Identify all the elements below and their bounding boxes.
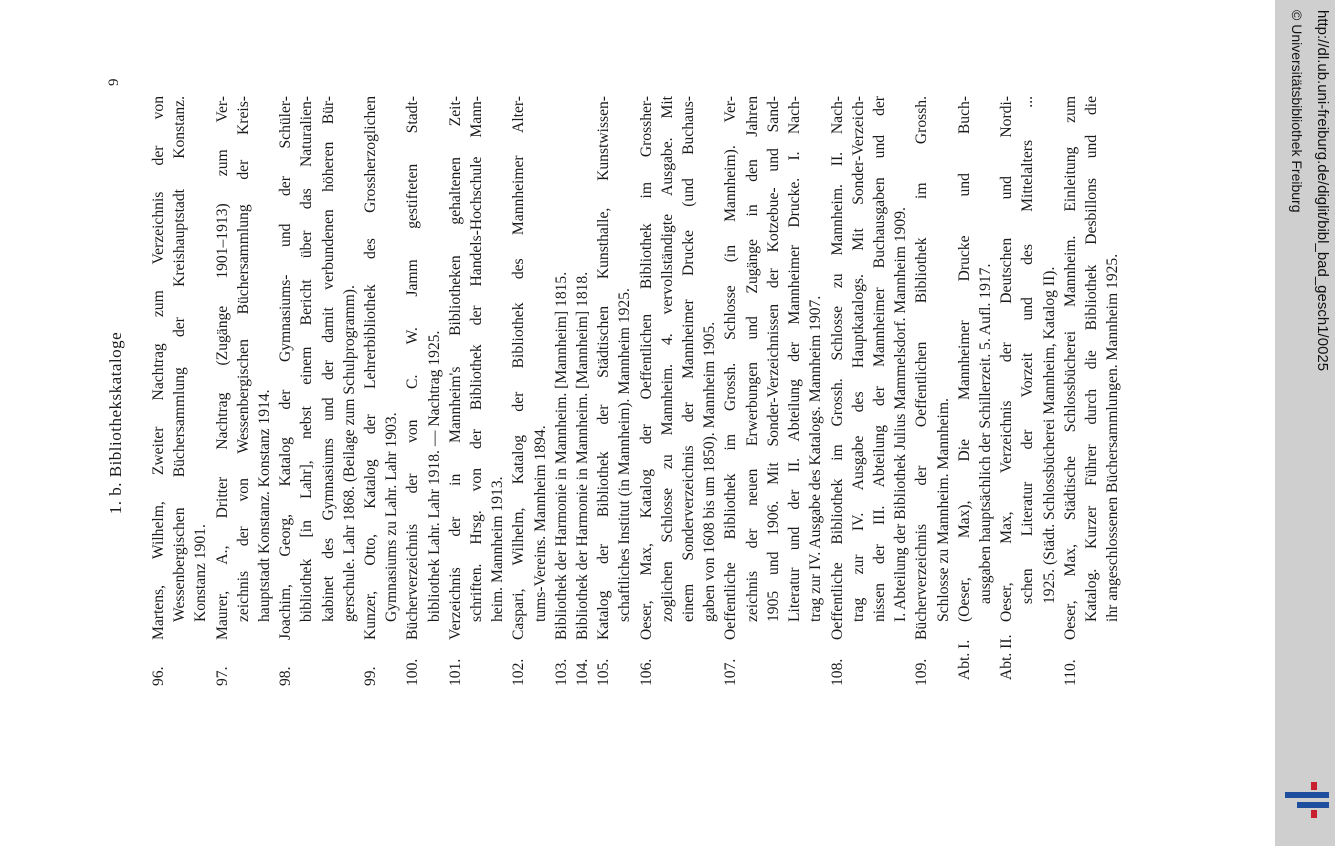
- entry-text-line: Bibliothek der Harmonie in Mannheim. [Mannheim] 1815.: [552, 271, 570, 640]
- entry-text-line: Konstanz 1901.: [192, 524, 210, 622]
- entry-text-line: bibliothek [in Lahr], nebst einem Bericht über das Naturalien-: [298, 96, 316, 622]
- entry-text-line: Oeser, Max, Städtische Schlossbücherei Mannheim. Einleitung zum: [1061, 96, 1079, 640]
- entry-text-line: Oeser, Max, Katalog der Oeffentlichen Bibliothek im Grossher-: [637, 96, 655, 640]
- entry-number: 103.: [552, 658, 570, 686]
- entry-text-line: schriften. Hrsg. von der Bibliothek der Handels-Hochschule Mann-: [468, 96, 486, 622]
- entry-text-line: kabinet des Gymnasiums und der damit verbundenen höheren Bür-: [319, 96, 337, 622]
- source-strip-text: [1275, 0, 1335, 846]
- entry-text-line: gaben von 1608 bis um 1850). Mannheim 1905.: [701, 321, 719, 622]
- entry-text-line: Caspari, Wilhelm, Katalog der Bibliothek des Mannheimer Alter-: [510, 96, 528, 640]
- entry-text-line: zoglichen Schlosse zu Mannheim. 4. vervollständigte Ausgabe. Mit: [658, 96, 676, 622]
- entry-number: 100.: [404, 658, 422, 686]
- catalog-entry: [911, 96, 953, 686]
- entry-number: 96.: [150, 666, 167, 686]
- page-number: 9: [106, 78, 122, 86]
- entry-text-line: hauptstadt Konstanz. Konstanz 1914.: [256, 389, 274, 622]
- source-url[interactable]: http://dl.ub.uni-freiburg.de/diglit/bibl_bad_gesch1/0025: [1314, 10, 1331, 372]
- catalog-entry: [1060, 96, 1124, 686]
- catalog-entry: [827, 96, 912, 686]
- catalog-entry: [551, 96, 572, 686]
- catalog-entry: [148, 96, 212, 686]
- catalog-entry: [445, 96, 509, 686]
- entry-text-line: Joachim, Georg, Katalog der Gymnasiums- und der Schüler-: [277, 96, 295, 640]
- entry-number: 108.: [828, 658, 846, 686]
- entry-text-line: Verzeichnis der in Mannheim's Bibliotheken gehaltenen Zeit-: [446, 96, 464, 640]
- entry-text-line: Bücherverzeichnis der von C. W. Jamm gestifteten Stadt-: [404, 96, 422, 640]
- entry-number: 104.: [574, 658, 592, 686]
- catalog-entry: [593, 96, 635, 686]
- entry-number: 101.: [446, 658, 464, 686]
- sub-entry-label: Abt. II.: [998, 634, 1016, 680]
- entry-number: 105.: [595, 658, 613, 686]
- entry-text-line: Maurer, A., Dritter Nachtrag (Zugänge 1901–1913) zum Ver-: [213, 96, 231, 640]
- entry-text-line: zeichnis der von Wessenbergischen Büchersammlung der Kreis-: [234, 96, 252, 622]
- entry-number: 107.: [722, 658, 740, 686]
- entry-text-line: 1905 und 1906. Mit Sonder-Verzeichnissen der Kotzebue- und Sand-: [764, 96, 782, 622]
- entry-text-line: (Oeser, Max), Die Mannheimer Drucke und Buch-: [955, 96, 973, 622]
- catalog-entry-list: [148, 96, 1123, 686]
- entry-text-line: trag zur IV. Ausgabe des Hauptkatalogs. Mit Sonder-Verzeich-: [849, 96, 867, 622]
- entry-text-line: Literatur und der II. Abteilung der Mannheimer Drucke. I. Nach-: [786, 96, 804, 622]
- entry-text-line: I. Abteilung der Bibliothek Julius Mammelsdorf. Mannheim 1909.: [892, 207, 910, 622]
- entry-number: 109.: [913, 658, 931, 686]
- entry-text-line: Bibliothek der Harmonie in Mannheim. [Mannheim] 1818.: [574, 271, 592, 640]
- entry-text-line: Oeffentliche Bibliothek im Grossh. Schlosse zu Mannheim. II. Nach-: [828, 96, 846, 640]
- entry-text-line: trag zur IV. Ausgabe des Katalogs. Mannheim 1907.: [807, 295, 825, 622]
- entry-text-line: Oeser, Max, Verzeichnis der Deutschen und Nordi-: [998, 96, 1016, 622]
- entry-text-line: heim. Mannheim 1913.: [489, 476, 507, 622]
- entry-number: 99.: [362, 666, 380, 686]
- catalog-entry: [954, 96, 996, 686]
- entry-text-line: Katalog der Bibliothek der Städtischen Kunsthalle, Kunstwissen-: [595, 96, 613, 640]
- entry-text-line: Kunzer, Otto, Katalog der Lehrerbibliothek des Grossherzoglichen: [362, 96, 380, 640]
- entry-text-line: Schlosse zu Mannheim. Mannheim.: [934, 398, 952, 622]
- entry-number: 106.: [637, 658, 655, 686]
- entry-text-line: Gymnasiums zu Lahr. Lahr 1903.: [383, 412, 401, 622]
- running-header: [104, 0, 134, 846]
- entry-number: 97.: [213, 666, 231, 686]
- entry-number: 110.: [1061, 659, 1079, 686]
- entry-text-line: schaftliches Institut (in Mannheim). Mannheim 1925.: [616, 288, 634, 622]
- entry-text-line: ihr angeschlossenen Büchersammlungen. Mannheim 1925.: [1104, 253, 1122, 622]
- catalog-entry: [720, 96, 826, 686]
- entry-text-line: nissen der III. Abteilung der Mannheimer Buchausgaben und der: [870, 96, 888, 622]
- catalog-entry: [360, 96, 402, 686]
- catalog-entry: [572, 96, 593, 686]
- entry-number: 102.: [510, 658, 528, 686]
- catalog-entry: [996, 96, 1060, 686]
- entry-text-line: einem Sonderverzeichnis der Mannheimer Drucke (und Buchaus-: [680, 96, 698, 622]
- entry-text-line: tums-Vereins. Mannheim 1894.: [531, 425, 549, 622]
- entry-text-line: 1925. (Städt. Schlossbücherei Mannheim, Katalog II).: [1040, 266, 1058, 604]
- section-title: 1. b. Bibliothekskataloge: [106, 331, 125, 515]
- entry-text-line: bibliothek Lahr. Lahr 1918. — Nachtrag 1925.: [425, 330, 443, 622]
- catalog-entry: [402, 96, 444, 686]
- entry-text-line: Bücherverzeichnis der Oeffentlichen Bibliothek im Grossh.: [913, 96, 931, 640]
- entry-text-line: schen Literatur der Vorzeit und des Mittelalters ...: [1019, 96, 1037, 604]
- catalog-entry: [636, 96, 721, 686]
- library-logo-icon: [1283, 778, 1331, 822]
- source-strip: [1275, 0, 1335, 846]
- entry-text-line: Katalog. Kurzer Führer durch die Bibliothek Desbillons und die: [1082, 96, 1100, 622]
- entry-text-line: Martens, Wilhelm, Zweiter Nachtrag zum Verzeichnis der von: [150, 96, 167, 640]
- entry-number: 98.: [277, 666, 295, 686]
- catalog-entry: [508, 96, 550, 686]
- entry-text-line: gerschule. Lahr 1868. (Beilage zum Schulprogramm).: [340, 285, 358, 622]
- entry-text-line: Oeffentliche Bibliothek im Grossh. Schlosse (in Mannheim). Ver-: [722, 96, 740, 640]
- copyright-notice: © Universitätsbibliothek Freiburg: [1289, 10, 1305, 213]
- sub-entry-label: Abt. I.: [955, 639, 973, 680]
- catalog-entry: [275, 96, 360, 686]
- catalog-entry: [212, 96, 276, 686]
- entry-text-line: ausgaben hauptsächlich der Schillerzeit. 5. Aufl. 1917.: [976, 263, 994, 604]
- entry-text-line: zeichnis der neuen Erwerbungen und Zugänge in den Jahren: [743, 96, 761, 622]
- entry-text-line: Wessenbergischen Büchersammlung der Kreishauptstadt Konstanz.: [171, 96, 189, 622]
